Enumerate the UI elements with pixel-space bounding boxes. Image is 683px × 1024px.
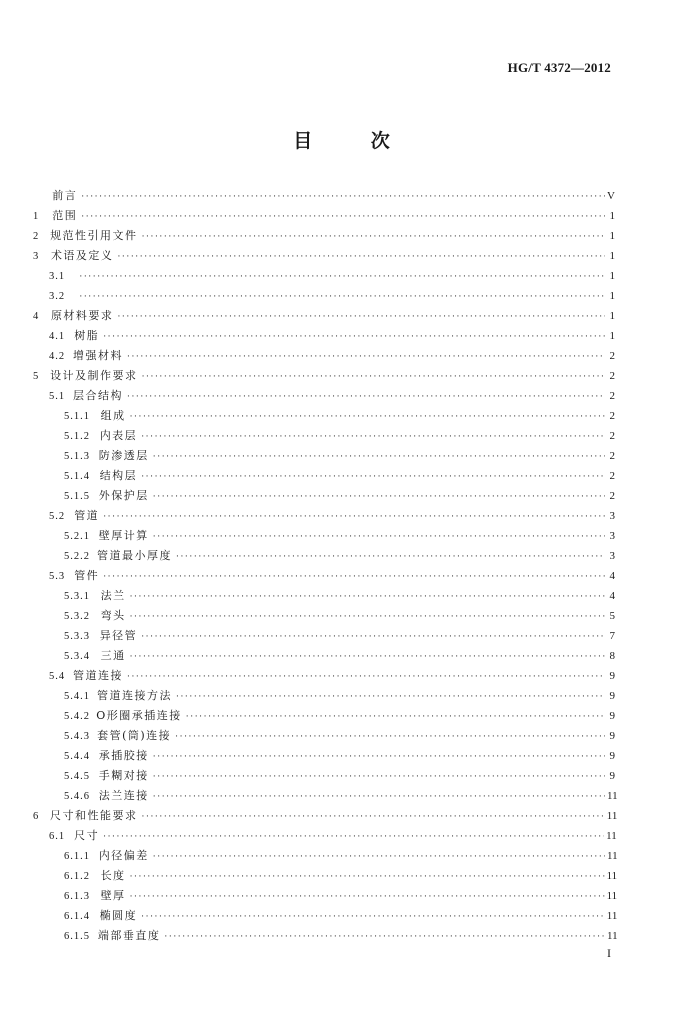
toc-entry-title: 管道连接方法 xyxy=(97,689,173,702)
toc-entry-number: 5.2.2 xyxy=(64,551,90,562)
toc-entry-page: 9 xyxy=(609,770,615,782)
toc-entry-page: 2 xyxy=(609,490,615,502)
toc-entry-title: 长度 xyxy=(100,869,126,882)
dot-leader xyxy=(153,747,605,767)
toc-entry-title: 前言 xyxy=(52,189,78,202)
toc-entry-number: 5.1.4 xyxy=(64,471,90,482)
dot-leader xyxy=(103,507,605,527)
toc-entry-title: 结构层 xyxy=(99,469,138,482)
toc-entry[interactable] xyxy=(33,486,615,506)
toc-entry-title: 法兰连接 xyxy=(98,789,149,802)
toc-entry-page: V xyxy=(607,190,615,202)
toc-entry[interactable] xyxy=(33,566,615,586)
toc-entry-page: 2 xyxy=(609,450,615,462)
toc-entry-page: 9 xyxy=(609,710,615,722)
toc-entry-number: 3.2 xyxy=(49,291,66,302)
dot-leader xyxy=(79,287,605,307)
dot-leader xyxy=(130,867,605,887)
toc-entry-page: 1 xyxy=(609,310,615,322)
dot-leader xyxy=(117,247,605,267)
standard-code: HG/T 4372—2012 xyxy=(507,60,611,75)
toc-entry-title: 管件 xyxy=(74,569,100,582)
toc-entry-page: 11 xyxy=(606,790,618,802)
toc-entry[interactable] xyxy=(33,926,618,946)
dot-leader xyxy=(153,527,605,547)
toc-entry-title: 外保护层 xyxy=(98,489,149,502)
toc-entry-number: 4.1 xyxy=(49,331,66,342)
toc-entry-title: 管道最小厚度 xyxy=(97,549,173,562)
dot-leader xyxy=(164,927,605,947)
toc-entry-page: 2 xyxy=(609,470,615,482)
toc-entry-page: 3 xyxy=(609,510,615,522)
dot-leader xyxy=(142,367,605,387)
toc-entry-title: 设计及制作要求 xyxy=(50,369,138,382)
toc-entry[interactable] xyxy=(33,666,615,686)
page-number: I xyxy=(607,946,611,960)
toc-entry-number: 5.3 xyxy=(49,571,66,582)
toc-entry-title: 端部垂直度 xyxy=(97,929,161,942)
toc-entry-page: 3 xyxy=(609,530,615,542)
dot-leader xyxy=(127,387,605,407)
toc-entry-page: 11 xyxy=(606,890,618,902)
toc-entry-title: 增强材料 xyxy=(72,349,123,362)
dot-leader xyxy=(103,327,605,347)
toc-entry[interactable] xyxy=(33,286,615,306)
toc-entry[interactable] xyxy=(33,886,618,906)
toc-entry-number: 4 xyxy=(33,311,40,322)
toc-entry-number: 5.4.6 xyxy=(64,791,90,802)
dot-leader xyxy=(81,207,605,227)
toc-entry-number: 5.3.4 xyxy=(64,651,90,662)
toc-entry-number: 5.1.2 xyxy=(64,431,90,442)
toc-entry[interactable] xyxy=(33,906,618,926)
dot-leader xyxy=(81,187,605,207)
toc-entry-number: 5.4.2 xyxy=(64,711,90,722)
dot-leader xyxy=(127,347,605,367)
toc-entry-page: 1 xyxy=(609,270,615,282)
toc-entry-title: 层合结构 xyxy=(72,389,123,402)
toc-entry-page: 9 xyxy=(609,730,615,742)
toc-entry-title: 内表层 xyxy=(99,429,138,442)
toc-entry-page: 2 xyxy=(609,410,615,422)
toc-entry-title: 防渗透层 xyxy=(98,449,149,462)
dot-leader xyxy=(153,447,605,467)
toc-entry[interactable] xyxy=(33,646,615,666)
dot-leader xyxy=(130,587,605,607)
toc-entry-page: 4 xyxy=(609,590,615,602)
toc-entry-title: 弯头 xyxy=(100,609,126,622)
dot-leader xyxy=(176,687,605,707)
toc-entry-page: 9 xyxy=(609,690,615,702)
toc-entry-number: 5.4.5 xyxy=(64,771,90,782)
toc-entry-page: 7 xyxy=(609,630,615,642)
toc-entry[interactable] xyxy=(33,786,618,806)
toc-entry[interactable] xyxy=(33,526,615,546)
toc-entry-title: O形圈承插连接 xyxy=(96,709,182,722)
toc-entry-title: 法兰 xyxy=(100,589,126,602)
toc-entry[interactable] xyxy=(33,766,615,786)
toc-entry-page: 1 xyxy=(609,330,615,342)
toc-entry-number: 5.1.3 xyxy=(64,451,90,462)
toc-entry-page: 11 xyxy=(606,830,617,842)
toc-entry-title: 套管(筒)连接 xyxy=(97,729,172,742)
toc-entry[interactable] xyxy=(33,206,615,226)
toc-entry-number: 5.4.3 xyxy=(64,731,90,742)
toc-entry-title: 手糊对接 xyxy=(98,769,149,782)
toc-entry-title: 壁厚计算 xyxy=(98,529,149,542)
toc-entry[interactable] xyxy=(33,386,615,406)
dot-leader xyxy=(127,667,605,687)
toc-entry[interactable] xyxy=(33,426,615,446)
toc-entry-number: 6.1.3 xyxy=(64,891,90,902)
toc-entry[interactable] xyxy=(33,326,615,346)
dot-leader xyxy=(103,827,604,847)
toc-entry-number: 5.1.1 xyxy=(64,411,90,422)
toc-entry-number: 6.1.1 xyxy=(64,851,90,862)
toc-entry-title: 组成 xyxy=(100,409,126,422)
dot-leader xyxy=(130,887,605,907)
toc-entry-title: 异径管 xyxy=(99,629,138,642)
toc-entry[interactable] xyxy=(33,806,618,826)
toc-entry[interactable] xyxy=(33,406,615,426)
dot-leader xyxy=(79,267,605,287)
toc-entry[interactable] xyxy=(33,586,615,606)
toc-entry[interactable] xyxy=(33,266,615,286)
toc-entry-page: 11 xyxy=(606,870,618,882)
toc-entry[interactable] xyxy=(33,186,615,206)
toc-entry-number: 5.3.3 xyxy=(64,631,90,642)
toc-entry[interactable] xyxy=(33,466,615,486)
toc-entry-page: 8 xyxy=(609,650,615,662)
toc-entry-number: 5.2.1 xyxy=(64,531,90,542)
toc-entry-number: 5.3.1 xyxy=(64,591,90,602)
toc-entry-title: 规范性引用文件 xyxy=(50,229,138,242)
toc-entry-number: 4.2 xyxy=(49,351,66,362)
toc-entry-page: 5 xyxy=(609,610,615,622)
toc-entry-number: 5.4.4 xyxy=(64,751,90,762)
dot-leader xyxy=(175,727,605,747)
toc-entry[interactable] xyxy=(33,866,618,886)
dot-leader xyxy=(141,627,605,647)
toc-entry-number: 6.1 xyxy=(49,831,66,842)
dot-leader xyxy=(141,427,605,447)
toc-entry-number: 3.1 xyxy=(49,271,66,282)
toc-entry[interactable] xyxy=(33,306,615,326)
toc-entry[interactable] xyxy=(33,226,615,246)
toc-entry[interactable] xyxy=(33,246,615,266)
toc-entry-title: 尺寸 xyxy=(74,829,100,842)
toc-entry[interactable] xyxy=(33,546,615,566)
toc-entry-title: 三通 xyxy=(100,649,126,662)
toc-entry-title: 壁厚 xyxy=(100,889,126,902)
toc-entry-title: 范围 xyxy=(52,209,78,222)
toc-entry-page: 2 xyxy=(609,370,615,382)
toc-entry-title: 内径偏差 xyxy=(98,849,149,862)
table-of-contents xyxy=(33,186,618,946)
dot-leader xyxy=(130,407,605,427)
toc-entry-title: 管道连接 xyxy=(72,669,123,682)
toc-entry-page: 9 xyxy=(609,750,615,762)
dot-leader xyxy=(153,847,605,867)
toc-entry[interactable] xyxy=(33,706,615,726)
dot-leader xyxy=(142,807,605,827)
toc-entry-number: 5.4.1 xyxy=(64,691,90,702)
toc-entry-number: 6.1.4 xyxy=(64,911,90,922)
toc-entry-title: 术语及定义 xyxy=(50,249,114,262)
toc-entry-page: 2 xyxy=(609,350,615,362)
toc-entry-number: 5.2 xyxy=(49,511,66,522)
toc-entry[interactable] xyxy=(33,846,618,866)
dot-leader xyxy=(153,767,605,787)
toc-entry-page: 1 xyxy=(609,210,615,222)
toc-entry-title: 承插胶接 xyxy=(98,749,149,762)
toc-entry-page: 11 xyxy=(606,910,618,922)
toc-entry-page: 1 xyxy=(609,250,615,262)
dot-leader xyxy=(103,567,605,587)
toc-entry-page: 11 xyxy=(606,810,618,822)
dot-leader xyxy=(130,647,605,667)
toc-entry-number: 6.1.5 xyxy=(64,931,90,942)
toc-entry-title: 原材料要求 xyxy=(50,309,114,322)
toc-entry-title: 树脂 xyxy=(74,329,100,342)
dot-leader xyxy=(117,307,605,327)
toc-entry[interactable] xyxy=(33,446,615,466)
toc-entry-page: 2 xyxy=(609,430,615,442)
dot-leader xyxy=(141,467,605,487)
toc-entry-page: 4 xyxy=(609,570,615,582)
toc-entry-number: 5.3.2 xyxy=(64,611,90,622)
toc-entry-number: 1 xyxy=(33,211,40,222)
toc-entry-number: 5 xyxy=(33,371,40,382)
toc-entry[interactable] xyxy=(33,686,615,706)
toc-entry[interactable] xyxy=(33,626,615,646)
toc-entry[interactable] xyxy=(33,726,615,746)
toc-entry-number: 6.1.2 xyxy=(64,871,90,882)
toc-entry-page: 11 xyxy=(607,930,618,942)
toc-entry-page: 2 xyxy=(609,390,615,402)
toc-entry-number: 2 xyxy=(33,231,40,242)
toc-entry-title: 椭圆度 xyxy=(99,909,138,922)
toc-entry-title: 管道 xyxy=(74,509,100,522)
toc-entry-number: 5.4 xyxy=(49,671,66,682)
dot-leader xyxy=(142,227,605,247)
dot-leader xyxy=(186,707,605,727)
toc-entry-page: 1 xyxy=(609,230,615,242)
toc-entry-number: 5.1 xyxy=(49,391,66,402)
toc-entry[interactable] xyxy=(33,366,615,386)
toc-entry-number: 6 xyxy=(33,811,40,822)
toc-entry-number: 5.1.5 xyxy=(64,491,90,502)
toc-entry-page: 1 xyxy=(609,290,615,302)
toc-entry-page: 11 xyxy=(606,850,618,862)
toc-entry-page: 3 xyxy=(609,550,615,562)
dot-leader xyxy=(130,607,605,627)
toc-entry[interactable] xyxy=(33,346,615,366)
toc-entry[interactable] xyxy=(33,606,615,626)
toc-entry-number: 3 xyxy=(33,251,40,262)
page-title: 目 次 xyxy=(293,130,416,152)
dot-leader xyxy=(153,787,605,807)
dot-leader xyxy=(176,547,605,567)
toc-entry-title: 尺寸和性能要求 xyxy=(50,809,138,822)
toc-entry-page: 9 xyxy=(609,670,615,682)
toc-entry[interactable] xyxy=(33,506,615,526)
toc-entry[interactable] xyxy=(33,746,615,766)
dot-leader xyxy=(141,907,605,927)
dot-leader xyxy=(153,487,605,507)
toc-entry[interactable] xyxy=(33,826,615,846)
